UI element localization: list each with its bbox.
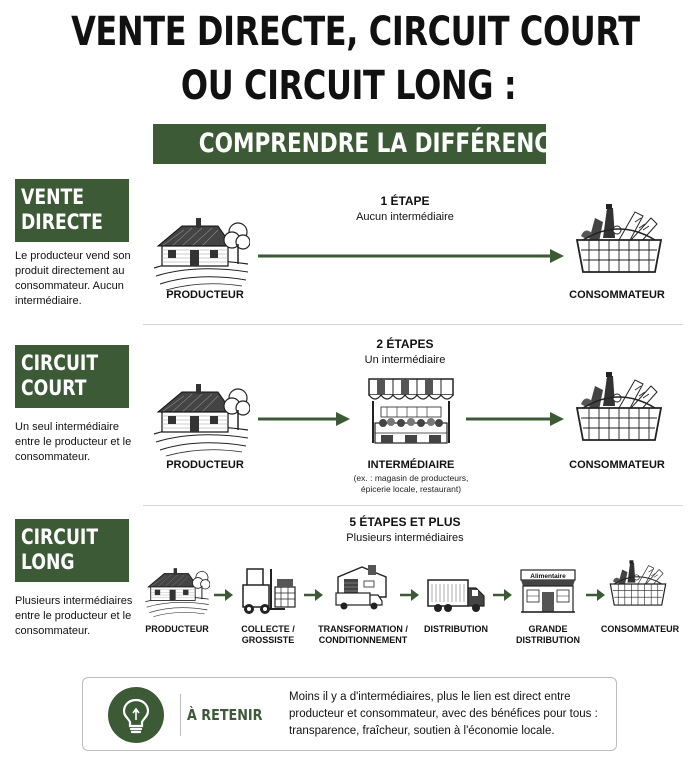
retenir-separator — [180, 694, 181, 736]
vente-directe-producteur-label: PRODUCTEUR — [166, 289, 244, 301]
forklift-icon — [239, 565, 297, 615]
market-stall-icon — [367, 377, 455, 447]
circuit-long-producteur-label: PRODUCTEUR — [145, 624, 209, 634]
section-vente-directe-description: Le producteur vend son produit directement au consommateur. Aucun intermédiaire. — [15, 250, 131, 307]
page-subtitle: COMPRENDRE LA DIFFÉRENCE — [153, 124, 546, 164]
lightbulb-icon — [108, 687, 164, 743]
retenir-label: À RETENIR — [187, 706, 263, 724]
section-circuit-long-description: Plusieurs intermédiaires entre le producteur et le consommateur. — [15, 595, 133, 637]
arrow-right-icon — [400, 589, 420, 601]
supermarket-sign: Alimentaire — [530, 573, 566, 580]
arrow-right-icon — [586, 589, 606, 601]
basket-icon — [575, 204, 663, 276]
vente-directe-step-count: 1 ÉTAPE — [380, 194, 430, 208]
circuit-court-step-subtitle: Un intermédiaire — [364, 354, 446, 366]
page-title-line2: OU CIRCUIT LONG : — [180, 63, 517, 109]
section-circuit-court-description: Un seul intermédiaire entre le producteur et le consommateur. — [15, 421, 132, 463]
retenir-text: Moins il y a d'intermédiaires, plus le lien est direct entre producteur et consommateur, avec des bénéfices pour tous : transparence, fraîcheur, soutien à l'économie locale. — [289, 691, 598, 737]
circuit-long-distribution-label: DISTRIBUTION — [424, 624, 488, 634]
arrow-right-icon — [258, 249, 566, 263]
circuit-long-collecte-label: COLLECTE / GROSSISTE — [241, 624, 295, 645]
basket-icon — [609, 558, 667, 610]
supermarket-icon — [519, 566, 577, 614]
circuit-court-step-count: 2 ÉTAPES — [376, 337, 434, 351]
arrow-right-icon — [214, 589, 234, 601]
retenir-box — [82, 677, 617, 751]
circuit-court-intermediaire-label: INTERMÉDIAIRE — [367, 459, 455, 471]
section-circuit-court-box: CIRCUIT COURT — [15, 345, 129, 408]
farm-icon — [152, 372, 250, 458]
section-circuit-long-box: CIRCUIT LONG — [15, 519, 129, 582]
circuit-long-transformation-label: TRANSFORMATION / CONDITIONNEMENT — [318, 624, 408, 645]
section-divider — [143, 505, 683, 506]
vente-directe-consommateur-label: CONSOMMATEUR — [569, 289, 665, 301]
circuit-long-consommateur-label: CONSOMMATEUR — [600, 624, 680, 634]
factory-icon — [332, 563, 390, 613]
circuit-long-step-subtitle: Plusieurs intermédiaires — [346, 532, 464, 544]
arrow-right-icon — [493, 589, 513, 601]
farm-icon — [144, 560, 210, 618]
circuit-court-producteur-label: PRODUCTEUR — [166, 459, 244, 471]
truck-icon — [426, 574, 486, 614]
intermediaire-example-line2: épicerie locale, restaurant) — [360, 484, 462, 494]
arrow-right-icon — [466, 412, 566, 426]
farm-icon — [152, 206, 250, 292]
section-divider — [143, 324, 683, 325]
circuit-long-grande-distribution-label: GRANDE DISTRIBUTION — [516, 624, 580, 645]
circuit-long-step-count: 5 ÉTAPES ET PLUS — [349, 515, 461, 529]
page-title-line1: VENTE DIRECTE, CIRCUIT COURT — [71, 9, 640, 55]
arrow-right-icon — [258, 412, 352, 426]
section-vente-directe-box: VENTE DIRECTE — [15, 179, 129, 242]
intermediaire-example-line1: (ex. : magasin de producteurs, — [353, 473, 469, 483]
vente-directe-step-subtitle: Aucun intermédiaire — [356, 211, 454, 223]
basket-icon — [575, 372, 663, 444]
circuit-court-consommateur-label: CONSOMMATEUR — [569, 459, 665, 471]
arrow-right-icon — [304, 589, 324, 601]
